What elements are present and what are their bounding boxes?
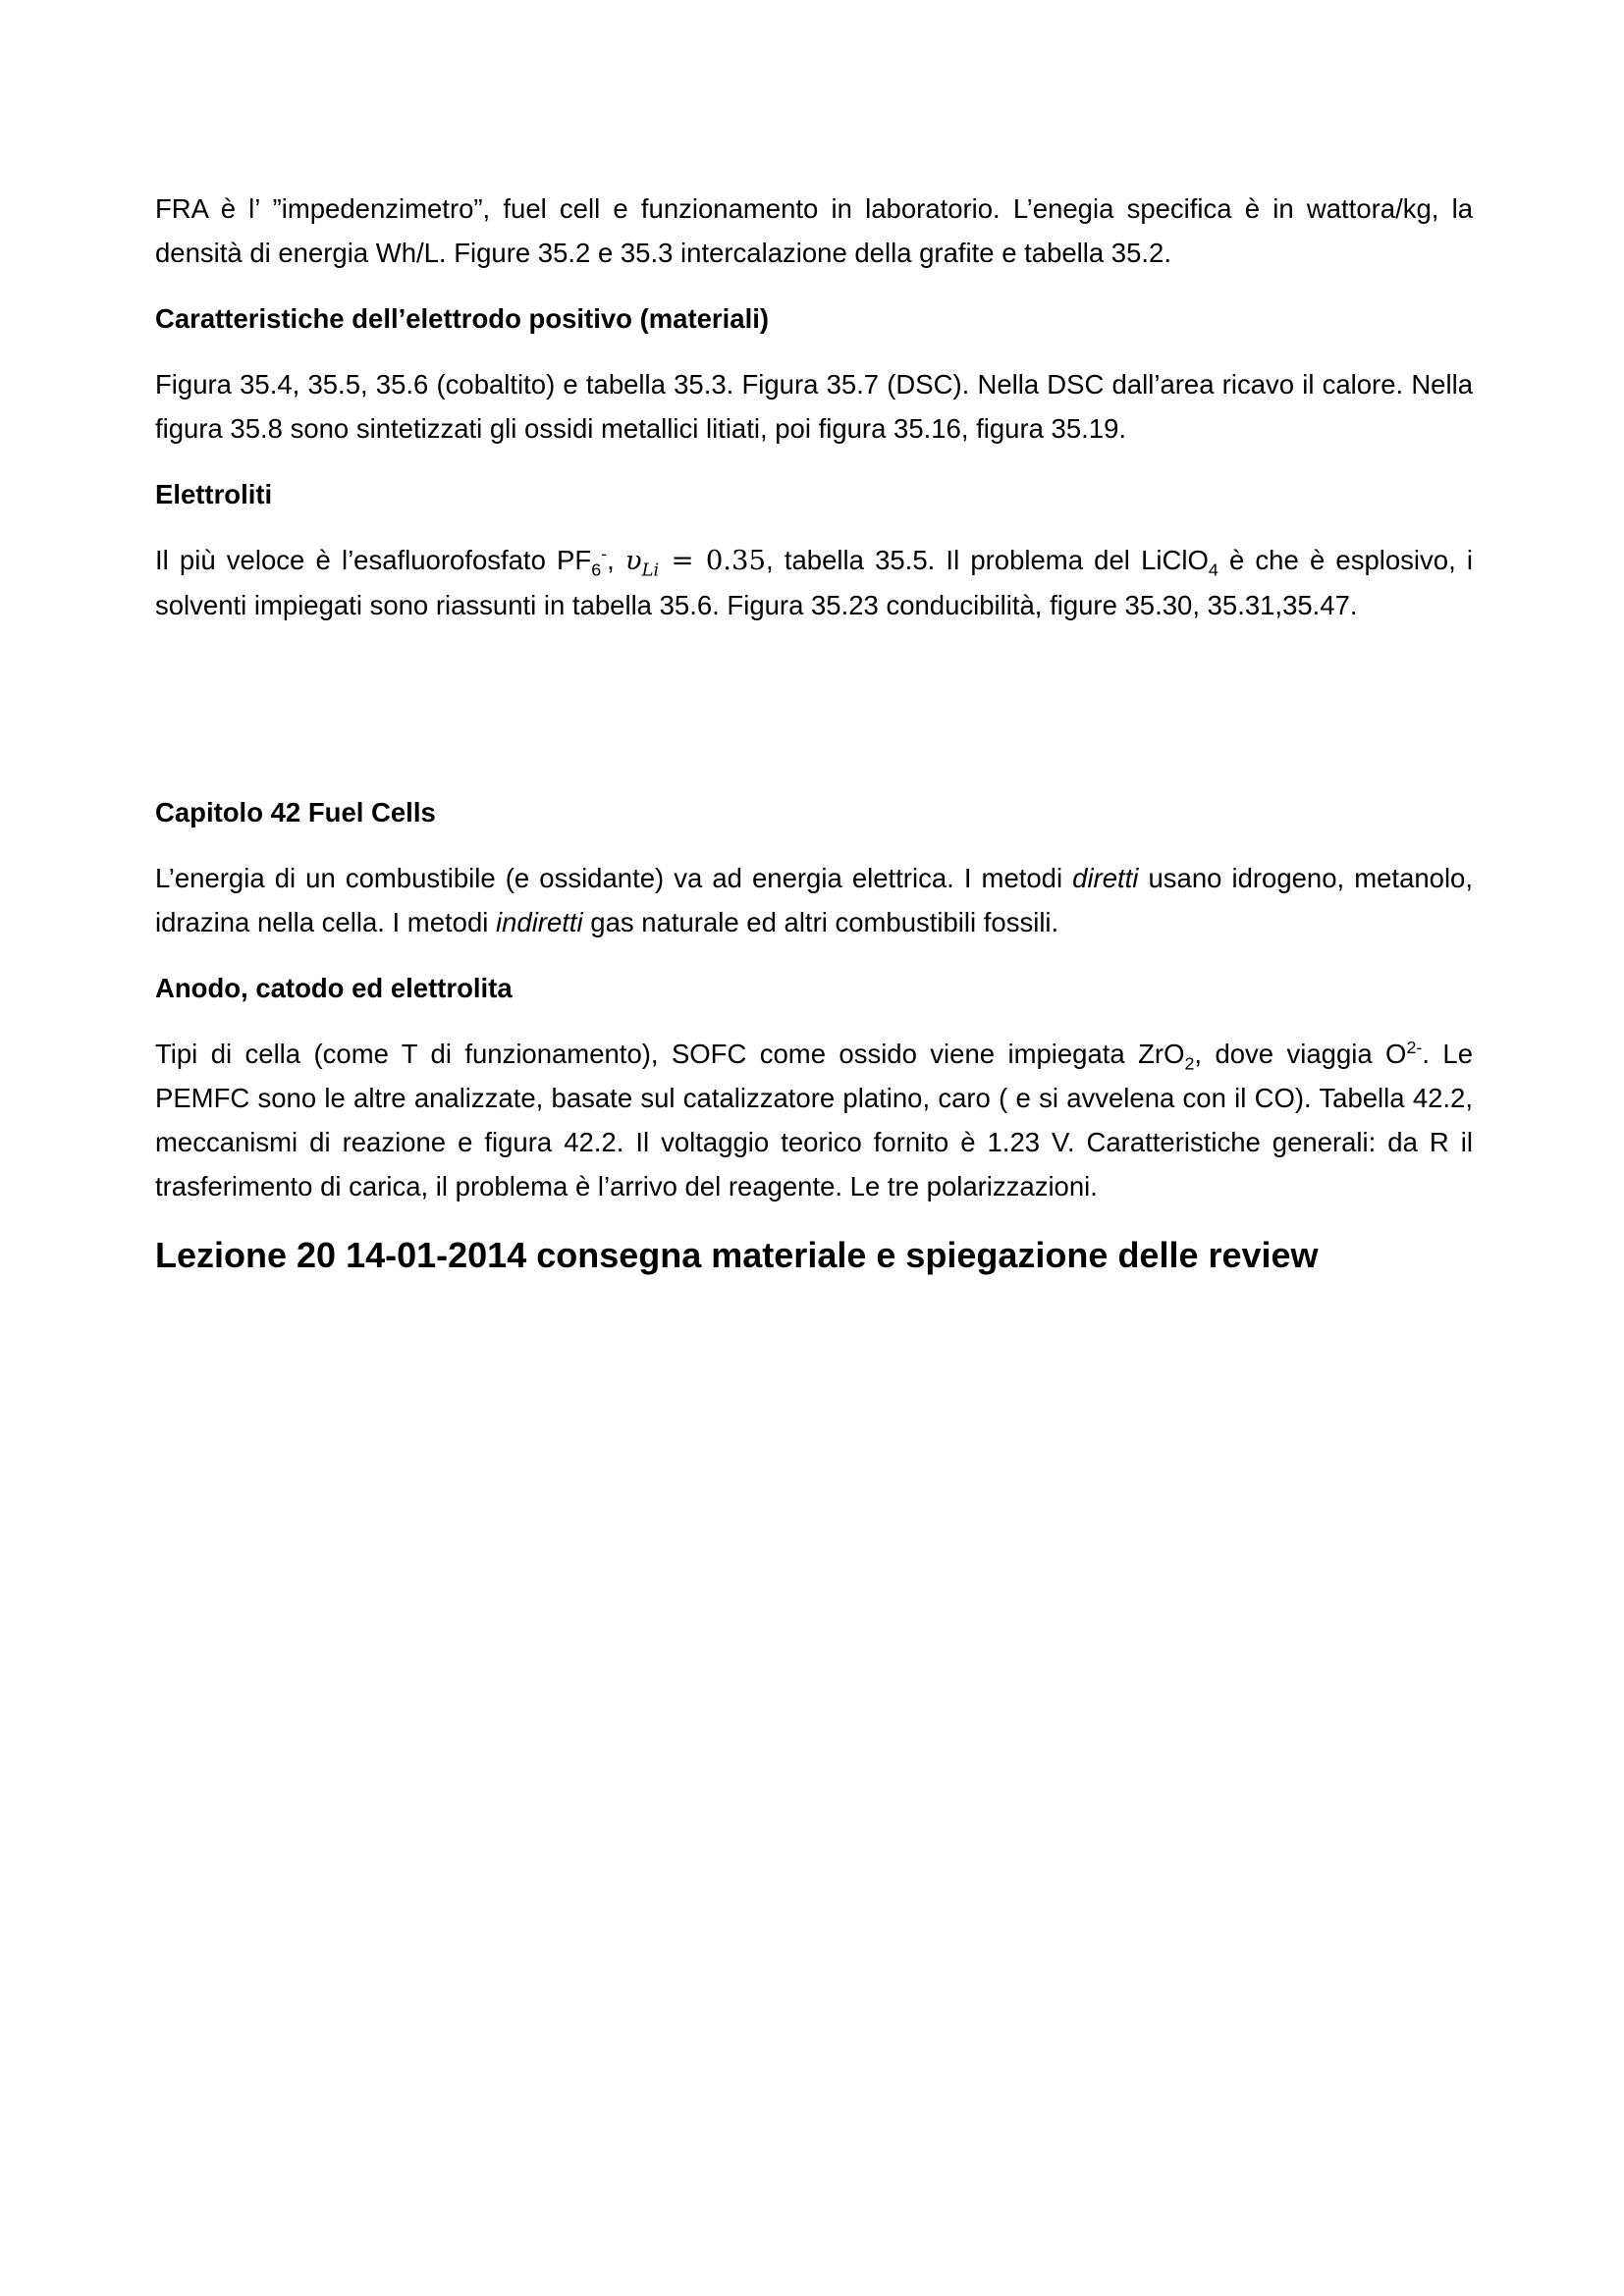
paragraph-positive-electrode: Figura 35.4, 35.5, 35.6 (cobaltito) e tabella 35.3. Figura 35.7 (DSC). Nella DSC dall’area ricavo il calore. Nella figura 35.8 sono sintetizzati gli ossidi metallici litiati, poi figura 35.16, figura 35.19. bbox=[155, 369, 1473, 444]
text-segment: L’energia di un combustibile (e ossidante) va ad energia elettrica. I metodi bbox=[155, 863, 1073, 893]
subscript: 4 bbox=[1208, 560, 1218, 580]
emphasis: diretti bbox=[1072, 863, 1139, 893]
heading-anode-cathode: Anodo, catodo ed elettrolita bbox=[155, 973, 513, 1003]
emphasis: indiretti bbox=[496, 907, 583, 937]
math-value: 0.35 bbox=[705, 545, 767, 576]
text-segment: è che è esplosivo, i solventi impiegati sono riassunti in tabella 35.6. Figura 35.23 conducibilità, figure 35.30, 35.31,35.47. bbox=[155, 545, 1474, 620]
paragraph-cell-types bbox=[155, 1032, 1473, 1208]
text-segment: usano idrogeno, metanolo, idrazina nella cella. I metodi bbox=[155, 863, 1473, 937]
text-segment: , bbox=[607, 545, 625, 575]
superscript: - bbox=[601, 543, 608, 563]
text-segment: , dove viaggia O bbox=[1194, 1039, 1407, 1069]
heading-positive-electrode: Caratteristiche dell’elettrodo positivo (materiali) bbox=[155, 303, 770, 334]
heading-chapter-42: Capitolo 42 Fuel Cells bbox=[155, 797, 436, 828]
text-segment: Il più veloce è l’esafluorofosfato PF bbox=[155, 545, 592, 575]
heading-lesson-20: Lezione 20 14-01-2014 consegna materiale e spiegazione delle review bbox=[155, 1235, 1319, 1275]
superscript: 2- bbox=[1406, 1037, 1423, 1057]
page-content bbox=[155, 187, 1473, 1279]
paragraph-fra bbox=[155, 187, 1473, 275]
text-segment: . Le PEMFC sono le altre analizzate, basate sul catalizzatore platino, caro ( e si avvelena con il CO). Tabella 42.2, meccanismi di reazione e figura 42.2. Il voltaggio teorico fornito è 1.23 V. Caratteristiche generali: da R il trasferimento di carica, il problema è l’arrivo del reagente. Le tre polarizzazioni. bbox=[155, 1039, 1473, 1201]
text-segment: gas naturale ed altri combustibili fossili. bbox=[582, 907, 1059, 937]
paragraph-fuel-cells bbox=[155, 856, 1473, 944]
heading-electrolytes: Elettroliti bbox=[155, 479, 273, 509]
math-equals: = bbox=[659, 545, 706, 576]
math-subscript: Li bbox=[641, 560, 660, 581]
text-segment: , tabella 35.5. Il problema del LiClO bbox=[766, 545, 1209, 575]
math-symbol: υ bbox=[624, 545, 642, 576]
text-segment: Tipi di cella (come T di funzionamento), SOFC come ossido viene impiegata ZrO bbox=[155, 1039, 1185, 1069]
subscript: 6 bbox=[591, 560, 602, 580]
subscript: 2 bbox=[1184, 1053, 1195, 1074]
paragraph-electrolytes bbox=[155, 538, 1473, 627]
math-expression bbox=[624, 545, 767, 581]
paragraph-fra-text: FRA è l’ ”impedenzimetro”, fuel cell e funzionamento in laboratorio. L’enegia specifica è in wattora/kg, la densità di energia Wh/L. Figure 35.2 e 35.3 intercalazione della grafite e tabella 35.2. bbox=[155, 193, 1473, 268]
